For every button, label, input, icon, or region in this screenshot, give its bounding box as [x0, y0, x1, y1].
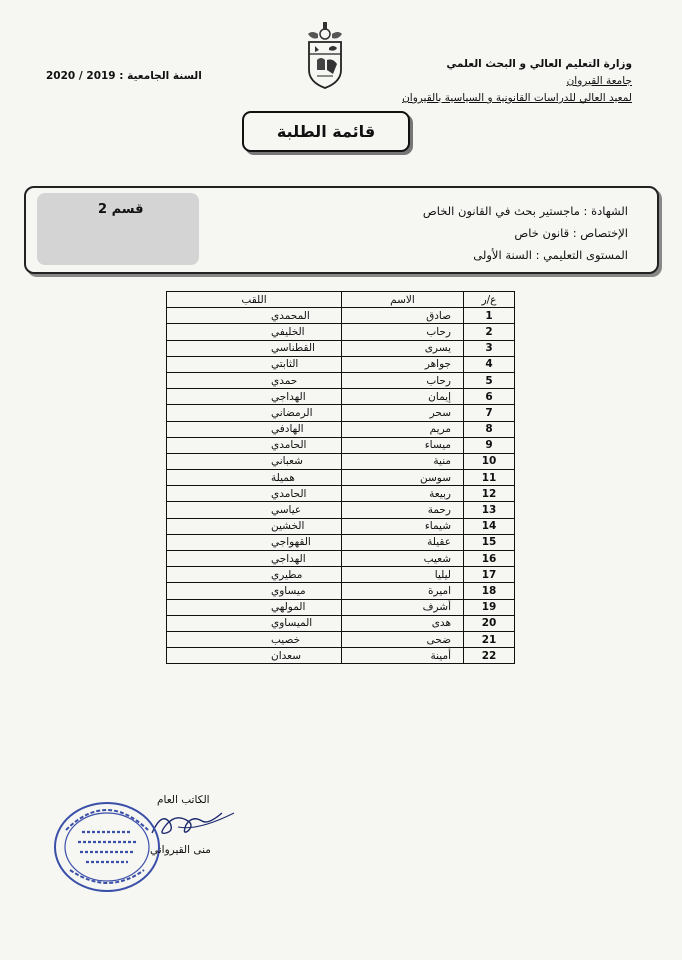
table-row: [167, 372, 515, 388]
row-first-name: ليليا: [342, 567, 464, 583]
row-number: 7: [464, 405, 515, 421]
row-last-name: مطيري: [167, 567, 342, 583]
row-number: 18: [464, 583, 515, 599]
row-first-name: مريم: [342, 421, 464, 437]
table-row: [167, 405, 515, 421]
institute-name: لمعيد العالي للدراسات القانونية و السياسية بالقيروان: [402, 92, 632, 104]
row-number: 4: [464, 356, 515, 372]
row-number: 6: [464, 389, 515, 405]
signatory-name: منى القيرواني: [150, 844, 211, 856]
table-row: [167, 534, 515, 550]
row-first-name: أشرف: [342, 599, 464, 615]
row-number: 12: [464, 486, 515, 502]
header-first-name: الاسم: [342, 292, 464, 308]
signatory-title: الكاتب العام: [157, 794, 210, 806]
row-first-name: شيماء: [342, 518, 464, 534]
row-first-name: ضحى: [342, 631, 464, 647]
row-last-name: الخشين: [167, 518, 342, 534]
row-first-name: شعيب: [342, 551, 464, 567]
table-row: [167, 437, 515, 453]
row-last-name: خصيب: [167, 631, 342, 647]
header-last-name: اللقب: [167, 292, 342, 308]
row-number: 15: [464, 534, 515, 550]
table-row: [167, 631, 515, 647]
table-row: [167, 324, 515, 340]
table-row: [167, 356, 515, 372]
row-first-name: عقيلة: [342, 534, 464, 550]
table-row: [167, 567, 515, 583]
row-last-name: الحامدي: [167, 486, 342, 502]
row-number: 17: [464, 567, 515, 583]
row-first-name: رحاب: [342, 372, 464, 388]
table-row: [167, 308, 515, 324]
row-first-name: ربيعة: [342, 486, 464, 502]
table-row: [167, 453, 515, 469]
table-header-row: [167, 292, 515, 308]
row-first-name: هدى: [342, 615, 464, 631]
table-row: [167, 486, 515, 502]
program-info: [423, 200, 628, 266]
row-first-name: اميرة: [342, 583, 464, 599]
row-number: 22: [464, 648, 515, 664]
table-row: [167, 340, 515, 356]
row-number: 2: [464, 324, 515, 340]
row-last-name: شعباني: [167, 453, 342, 469]
row-number: 20: [464, 615, 515, 631]
row-first-name: ميساء: [342, 437, 464, 453]
row-number: 8: [464, 421, 515, 437]
row-first-name: صادق: [342, 308, 464, 324]
row-last-name: الثابتي: [167, 356, 342, 372]
row-number: 9: [464, 437, 515, 453]
section-label: قسم 2: [98, 202, 144, 217]
row-number: 21: [464, 631, 515, 647]
table-row: [167, 615, 515, 631]
row-last-name: الحامدي: [167, 437, 342, 453]
row-first-name: رحاب: [342, 324, 464, 340]
table-body: [167, 308, 515, 664]
row-number: 5: [464, 372, 515, 388]
students-table: [166, 291, 515, 664]
row-first-name: جواهر: [342, 356, 464, 372]
row-first-name: منية: [342, 453, 464, 469]
row-last-name: ميساوي: [167, 583, 342, 599]
level-line: المستوى التعليمي : السنة الأولى: [473, 248, 628, 262]
row-last-name: الخليفي: [167, 324, 342, 340]
row-number: 19: [464, 599, 515, 615]
row-first-name: يسرى: [342, 340, 464, 356]
table-row: [167, 551, 515, 567]
row-number: 1: [464, 308, 515, 324]
table-row: [167, 518, 515, 534]
row-first-name: سوسن: [342, 470, 464, 486]
row-number: 10: [464, 453, 515, 469]
row-last-name: الميساوي: [167, 615, 342, 631]
row-last-name: الرمضاني: [167, 405, 342, 421]
table-row: [167, 421, 515, 437]
tunisia-emblem-icon: [303, 20, 347, 92]
table-row: [167, 648, 515, 664]
table-row: [167, 470, 515, 486]
table-row: [167, 583, 515, 599]
row-first-name: أمينة: [342, 648, 464, 664]
ministry-header: [372, 56, 632, 107]
ministry-name: وزارة التعليم العالي و البحث العلمي: [446, 58, 632, 70]
table-row: [167, 389, 515, 405]
row-number: 11: [464, 470, 515, 486]
page-title: قائمة الطلبة: [276, 122, 376, 141]
university-name: جامعة القيروان: [566, 75, 632, 87]
row-number: 13: [464, 502, 515, 518]
row-last-name: هميلة: [167, 470, 342, 486]
row-number: 14: [464, 518, 515, 534]
page-title-box: [242, 111, 410, 152]
row-last-name: الهادفي: [167, 421, 342, 437]
row-number: 16: [464, 551, 515, 567]
row-last-name: عياسي: [167, 502, 342, 518]
official-stamp-icon: [52, 800, 162, 895]
row-first-name: رحمة: [342, 502, 464, 518]
table-row: [167, 502, 515, 518]
row-last-name: الهداجي: [167, 389, 342, 405]
row-last-name: القطناسي: [167, 340, 342, 356]
degree-line: الشهادة : ماجستير بحث في القانون الخاص: [422, 204, 628, 218]
row-last-name: سعدان: [167, 648, 342, 664]
row-first-name: إيمان: [342, 389, 464, 405]
row-last-name: حمدي: [167, 372, 342, 388]
row-last-name: المحمدي: [167, 308, 342, 324]
row-number: 3: [464, 340, 515, 356]
table-row: [167, 599, 515, 615]
row-last-name: المولهي: [167, 599, 342, 615]
row-first-name: سحر: [342, 405, 464, 421]
row-last-name: الهداجي: [167, 551, 342, 567]
header-num: ع/ر: [464, 292, 515, 308]
row-last-name: القهواجي: [167, 534, 342, 550]
academic-year: السنة الجامعية : 2019 / 2020: [46, 70, 202, 82]
specialty-line: الإختصاص : قانون خاص: [514, 226, 628, 240]
